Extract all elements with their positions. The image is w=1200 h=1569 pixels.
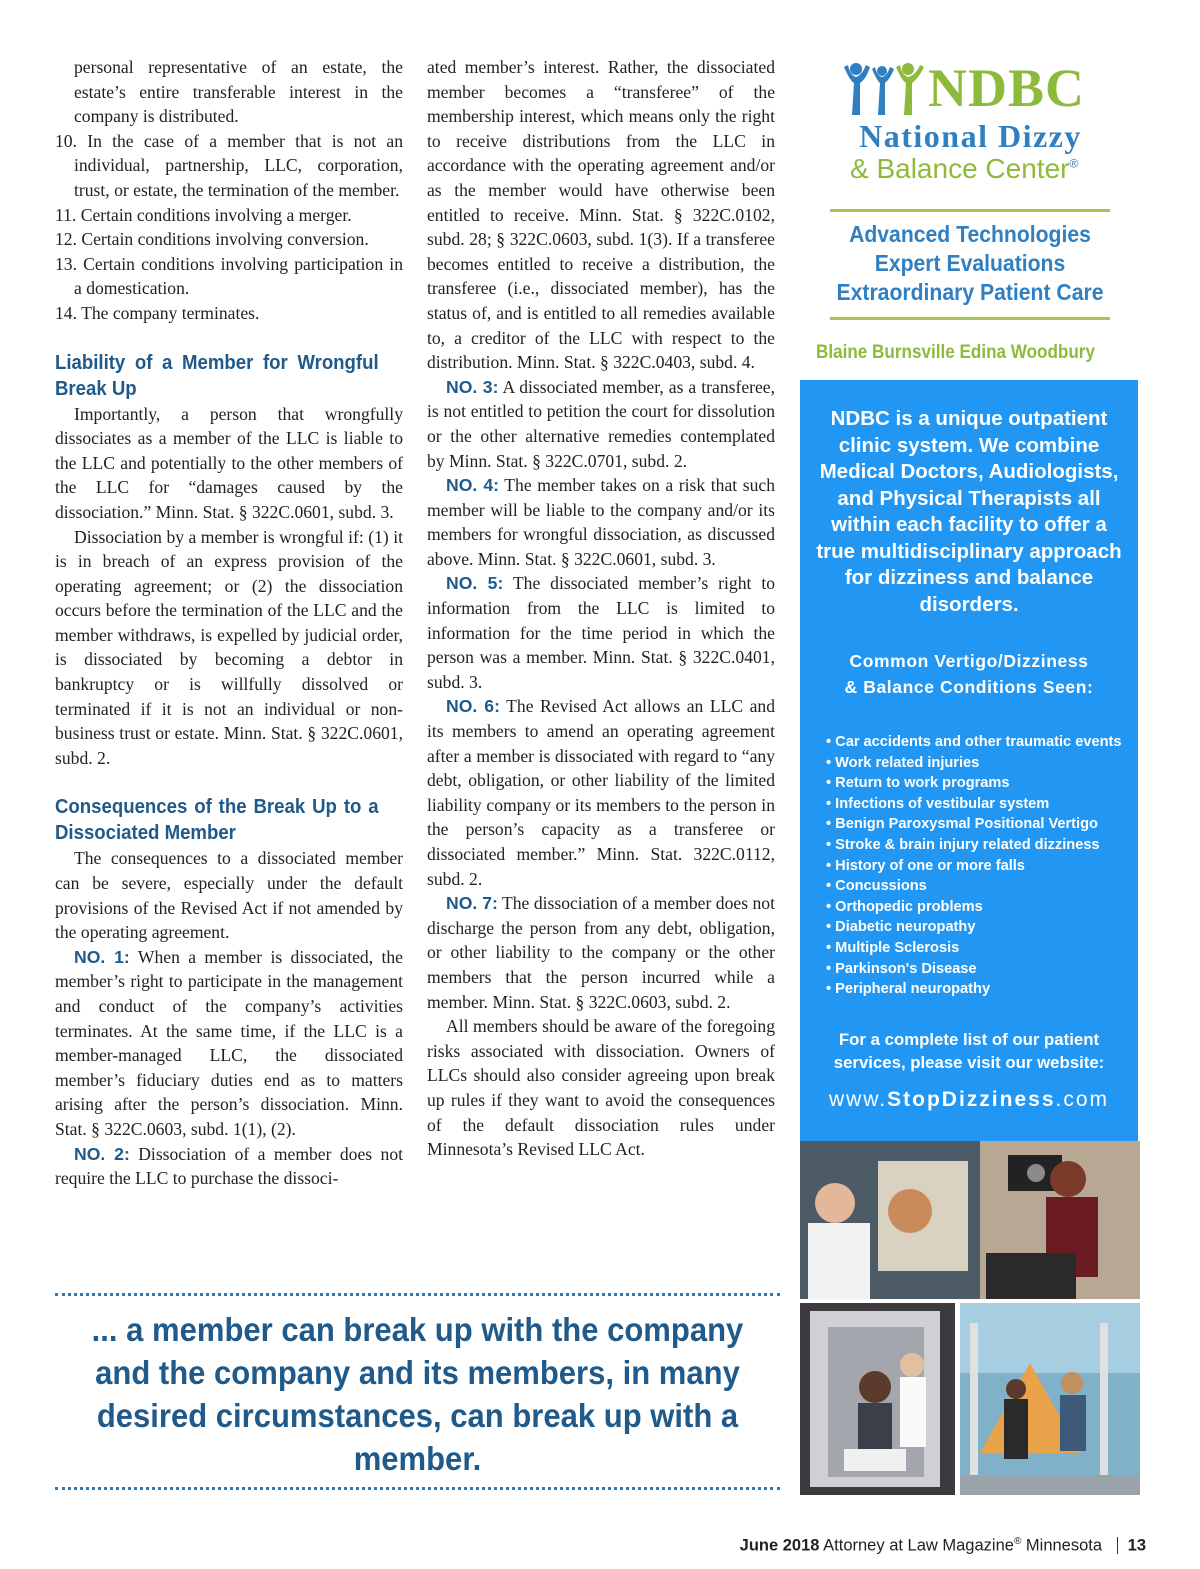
location: Blaine: [816, 342, 868, 363]
url-suffix: .com: [1055, 1088, 1110, 1111]
section-heading: Liability of a Member for Wrongful Break Up: [55, 351, 379, 400]
list-item: 10. In the case of a member that is not an individual, partnership, LLC, corporation, trust, or estate, the termination of the member.: [55, 130, 403, 200]
article-column-2: [427, 55, 775, 1162]
list-item: • Return to work programs: [826, 775, 1010, 792]
url-prefix: www.: [828, 1088, 888, 1111]
conditions-title-line: & Balance Conditions Seen:: [844, 677, 1094, 697]
logo-acronym: NDBC: [928, 58, 1086, 118]
item-text: The member takes on a risk that such member will be liable to the company and/or its members for wrongful dissociation, as discussed above. Minn. Stat. § 322C.0601, subd. 3.: [427, 475, 775, 569]
list-item: • Peripheral neuropathy: [826, 981, 991, 998]
paragraph: ated member’s interest. Rather, the dissociated member becomes a “transferee” of the membership interest, which means only the right to receive distributions from the LLC in accordance with the operating agreement and/or as the member would have otherwise been entitled to receive. Minn. Stat. § 322C.0102, subd. 28; § 322C.0603, subd. 1(3). If a transferee becomes entitled to receive a distribution, the transferee (i.e., dissociated member), has the status of, and is entitled to all remedies available to, a creditor of the LLC with respect to the distribution. Minn. Stat. § 322C.0403, subd. 4.: [427, 57, 775, 373]
item-text: The dissociation of a member does not discharge the person from any debt, obligation, or other liability to the company or the other members that the person incurred while a member. Minn. Stat. § 322C.0603, subd. 2.: [427, 893, 775, 1012]
paragraph: All members should be aware of the foregoing risks associated with dissociation. Owners of LLCs should also consider agreeing upon break up rules if they want to avoid the consequences of the default dissociation rules under Minnesota’s Revised LLC Act.: [427, 1016, 775, 1160]
list-item: • Multiple Sclerosis: [826, 939, 960, 956]
paragraph: [55, 945, 403, 1142]
list-item: • Benign Paroxysmal Positional Vertigo: [826, 816, 1098, 833]
logo-name: National Dizzy: [859, 118, 1082, 154]
visit-text: For a complete list of our patient services, please visit our website:: [833, 1030, 1105, 1072]
page-number: 13: [1127, 1536, 1146, 1555]
list-item: • History of one or more falls: [826, 857, 1025, 874]
ad-info-box: [800, 380, 1138, 1195]
list-item: • Diabetic neuropathy: [826, 919, 976, 936]
paragraph: [427, 694, 775, 891]
article-column-1: [55, 55, 403, 1191]
green-rule-bottom: [830, 317, 1110, 320]
logo-subname-text: & Balance Center: [850, 153, 1070, 184]
list-item: • Work related injuries: [826, 754, 980, 771]
conditions-title: [814, 648, 1124, 700]
paragraph: Dissociation by a member is wrongful if: (1) it is in breach of an express provision of the operating agreement; or (2) the dissociation occurs before the termination of the LLC and the member withdraws, is expelled by judicial order, is dissociated by becoming a debtor in bankruptcy or is willfully dissolved or terminated if it is not an individual or non-business trust or estate. Minn. Stat. § 322C.0601, subd. 2.: [55, 526, 403, 768]
paragraph: [427, 375, 775, 473]
list-item: • Stroke & brain injury related dizziness: [826, 836, 1100, 853]
logo-subname: [850, 153, 1078, 185]
list-item: 12. Certain conditions involving conversion.: [55, 229, 369, 250]
list-item: 13. Certain conditions involving participation in a domestication.: [55, 253, 403, 299]
magazine-name: Attorney at Law Magazine: [823, 1536, 1014, 1555]
item-text: Dissociation of a member does not require the LLC to purchase the dissoci-: [55, 1143, 403, 1189]
list-item: • Concussions: [826, 878, 927, 895]
location: Burnsville: [872, 342, 955, 363]
paragraph: [427, 473, 775, 571]
item-label: NO. 2:: [74, 1143, 130, 1164]
page-footer: [740, 1536, 1146, 1556]
section-heading: Consequences of the Break Up to a Dissociated Member: [55, 796, 379, 845]
location: Edina: [959, 342, 1007, 363]
condition-list: [55, 129, 403, 326]
item-label: NO. 4:: [446, 475, 500, 496]
ad-intro: NDBC is a unique outpatient clinic system. We combine Medical Doctors, Audiologists, and Physical Therapists all within each facility to offer a true multidisciplinary approach for dizziness and balance disorders.: [816, 407, 1122, 616]
magazine-region: Minnesota: [1025, 1536, 1103, 1555]
issue-date: June 2018: [739, 1536, 820, 1555]
paragraph: [55, 1142, 403, 1191]
ndbc-advertisement: [800, 55, 1140, 1495]
slogan: Advanced Technologies: [849, 221, 1091, 247]
registered-mark: ®: [1013, 1536, 1022, 1547]
slogan: Extraordinary Patient Care: [836, 279, 1104, 305]
paragraph: Importantly, a person that wrongfully dissociates as a member of the LLC is liable to the LLC and potentially to the other members of the LLC for “damages caused by the dissociation.” Minn. Stat. § 322C.0601, subd. 3.: [55, 403, 403, 522]
item-text: The dissociated member’s right to information from the LLC is limited to information for the time period in which the person was a member. Minn. Stat. § 322C.0401, subd. 3.: [427, 573, 775, 692]
slogan: Expert Evaluations: [874, 250, 1066, 276]
website-link[interactable]: [800, 1088, 1138, 1112]
url-main: StopDizziness: [887, 1088, 1056, 1111]
paragraph: [427, 891, 775, 1014]
list-item: 14. The company terminates.: [55, 302, 260, 323]
list-item: • Orthopedic problems: [826, 898, 983, 915]
registered-mark: ®: [1069, 156, 1079, 171]
item-label: NO. 1:: [74, 946, 130, 967]
item-text: A dissociated member, as a transferee, is not entitled to petition the court for dissolution or the other alternative remedies contemplated by Minn. Stat. § 322C.0701, subd. 2.: [427, 376, 776, 471]
footer-separator: [1117, 1537, 1118, 1554]
people-figures-icon: [842, 61, 926, 117]
location: Woodbury: [1010, 342, 1095, 363]
dotted-divider-top: [55, 1293, 780, 1296]
green-rule-top: [830, 209, 1110, 212]
locations: [816, 342, 1095, 364]
item-text: The Revised Act allows an LLC and its members to amend an operating agreement after a member is dissociated with regard to “any debt, obligation, or other liability of the limited liability company or its members to the person in the person’s capacity as a transferee or dissociated member.” Minn. Stat. 322C.0112, subd. 2.: [427, 696, 775, 889]
clinic-photo-top: [800, 1141, 1140, 1299]
list-continuation: personal representative of an estate, the estate’s entire transferable interest in the company is distributed.: [74, 57, 403, 127]
item-label: NO. 6:: [446, 696, 500, 717]
clinic-photo-balance: [960, 1303, 1140, 1495]
item-label: NO. 3:: [446, 376, 499, 397]
slogans: [814, 220, 1127, 307]
dotted-divider-bottom: [55, 1487, 780, 1490]
list-item: • Infections of vestibular system: [826, 795, 1050, 812]
item-label: NO. 5:: [446, 573, 504, 594]
item-label: NO. 7:: [446, 893, 498, 914]
list-item: • Parkinson's Disease: [826, 960, 977, 977]
list-item: • Car accidents and other traumatic events: [826, 734, 1122, 750]
clinic-photo-chair: [800, 1303, 955, 1495]
paragraph: [427, 571, 775, 694]
paragraph: The consequences to a dissociated member can be severe, especially under the default provisions of the Revised Act if not amended by the operating agreement.: [55, 848, 403, 943]
list-item: 11. Certain conditions involving a merger.: [55, 204, 352, 225]
conditions-title-line: Common Vertigo/Dizziness: [849, 651, 1089, 671]
pull-quote: ... a member can break up with the company and the company and its members, in many desired circumstances, can break up with a member.: [91, 1311, 744, 1477]
item-text: When a member is dissociated, the member’s right to participate in the management and conduct of the company’s activities terminates. At the same time, if the LLC is a member-managed LLC, the dissociated member’s fiduciary duties end as to matters arising after the person’s dissociation. Minn. Stat. § 322C.0603, subd. 1(1), (2).: [55, 946, 403, 1139]
conditions-list: [826, 732, 1126, 1000]
ndbc-logo: [800, 55, 1140, 375]
